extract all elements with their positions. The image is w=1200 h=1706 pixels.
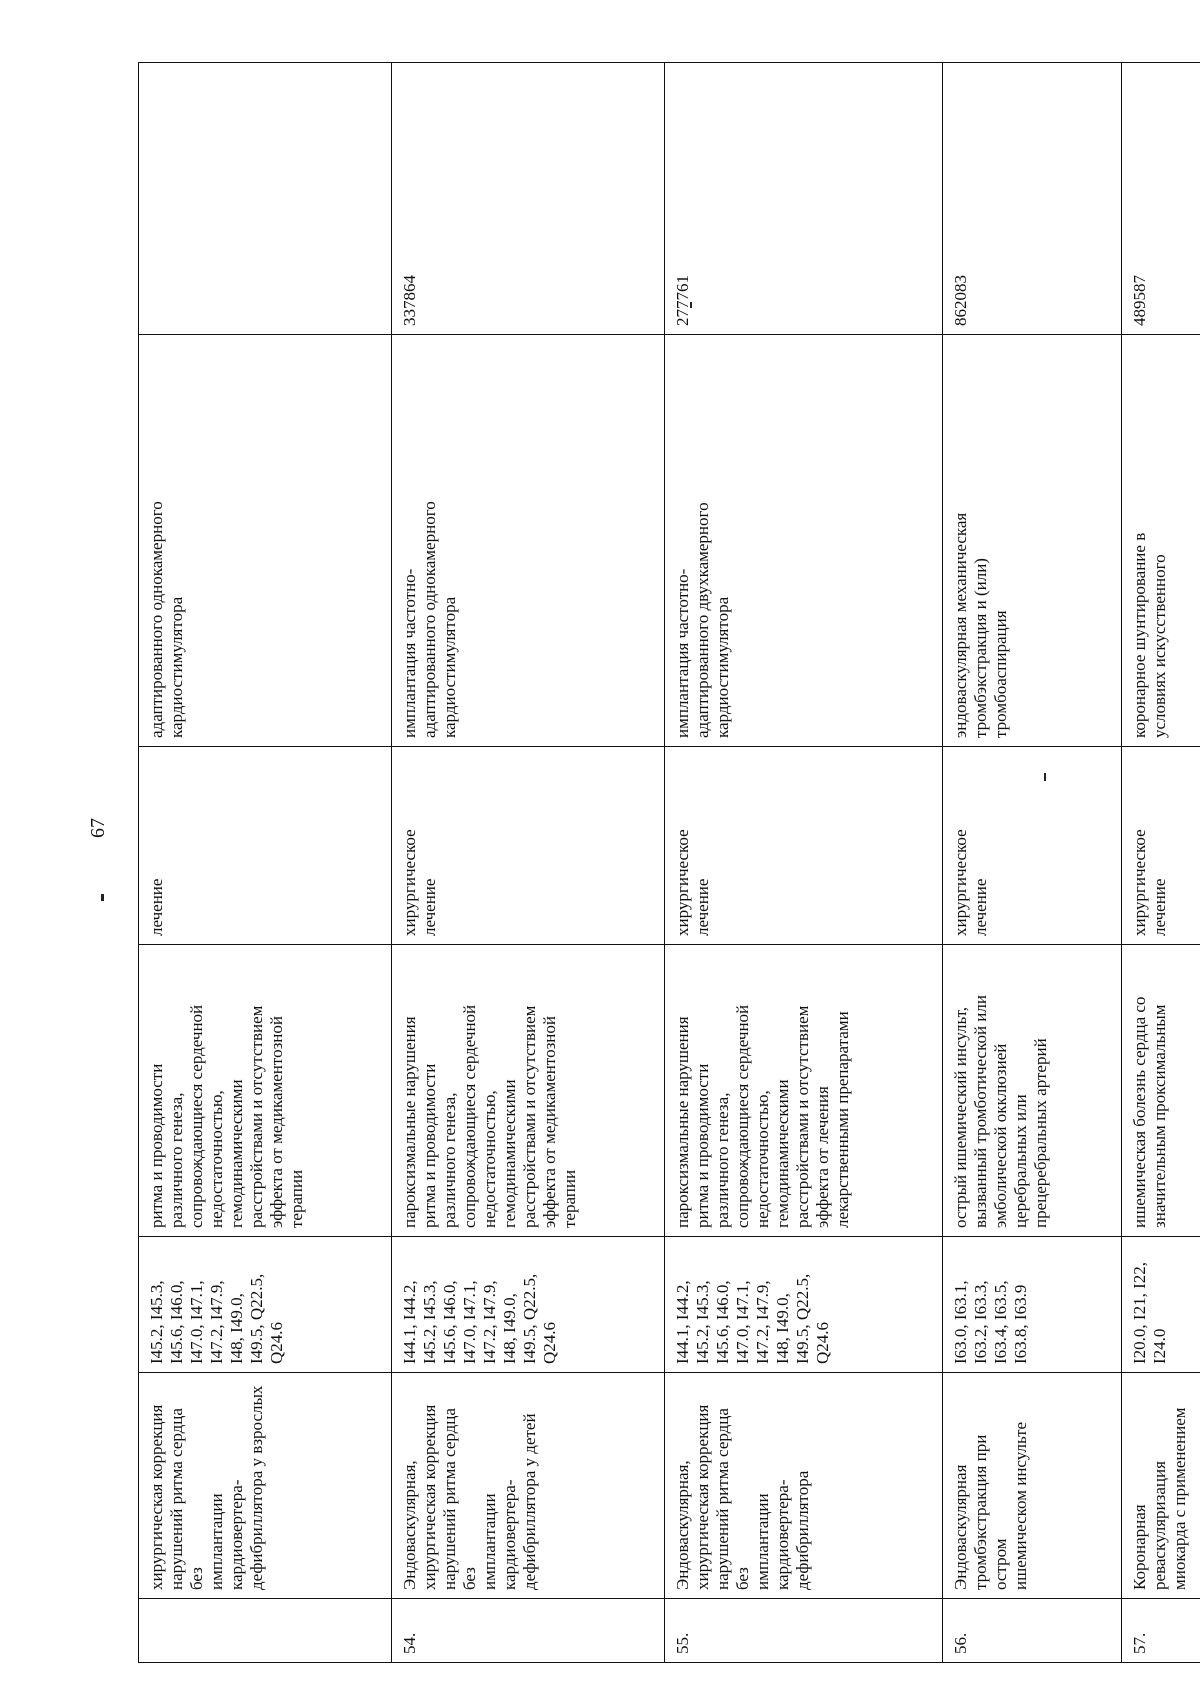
page-number: 67 — [87, 818, 109, 838]
treatment-method: адаптированного однокамерного кардиостимулятора — [139, 335, 392, 747]
table-row — [391, 63, 664, 1663]
row-number: 54. — [391, 1599, 664, 1663]
service-name: Эндоваскулярная тромбэкстракция при остром ишемическом инсульте — [943, 1373, 1121, 1599]
treatment-method: имплантация частотно- адаптированного двухкамерного кардиостимулятора — [664, 335, 943, 747]
row-number — [139, 1599, 392, 1663]
patient-model: пароксизмальные нарушения ритма и проводимости различного генеза, сопровождающиеся сердечной недостаточностью, гемодинамическими расстройствами и отсутствием эффекта от медикаментозной терапии — [391, 945, 664, 1237]
scan-speck — [101, 894, 104, 901]
icd-codes: I20.0, I21, I22, I24.0 — [1121, 1237, 1200, 1373]
service-name: Эндоваскулярная, хирургическая коррекция нарушений ритма сердца без имплантации кардиовертера- дефибриллятора — [664, 1373, 943, 1599]
table-row — [139, 63, 392, 1663]
cost-value: 277761 — [664, 63, 943, 335]
treatment-method: эндоваскулярная механическая тромбэкстракция и (или) тромбоаспирация — [943, 335, 1121, 747]
cost-value: 489587 — [1121, 63, 1200, 335]
services-table — [138, 62, 1200, 1663]
patient-model: ритма и проводимости различного генеза, сопровождающиеся сердечной недостаточностью, гемодинамическими расстройствами и отсутствием эффекта от медикаментозной терапии — [139, 945, 392, 1237]
row-number: 56. — [943, 1599, 1121, 1663]
cost-value: 862083 — [943, 63, 1121, 335]
service-name: хирургическая коррекция нарушений ритма сердца без имплантации кардиовертера- дефибриллятора у взрослых — [139, 1373, 392, 1599]
icd-codes: I44.1, I44.2, I45.2, I45.3, I45.6, I46.0, I47.0, I47.1, I47.2, I47.9, I48, I49.0, I49.5, Q22.5, Q24.6 — [664, 1237, 943, 1373]
service-name: Коронарная реваскуляризация миокарда с применением — [1121, 1373, 1200, 1599]
treatment-method: имплантация частотно- адаптированного однокамерного кардиостимулятора — [391, 335, 664, 747]
icd-codes: I45.2, I45.3, I45.6, I46.0, I47.0, I47.1, I47.2, I47.9, I48, I49.0, I49.5, Q22.5, Q24.6 — [139, 1237, 392, 1373]
row-number: 57. — [1121, 1599, 1200, 1663]
patient-model: острый ишемический инсульт, вызванный тромботической или эмболической окклюзией церебральных или прецеребральных артерий — [943, 945, 1121, 1237]
treatment-type: хирургическое лечение — [664, 747, 943, 945]
treatment-type: хирургическое лечение — [391, 747, 664, 945]
cost-value: 337864 — [391, 63, 664, 335]
table-row — [664, 63, 943, 1663]
cost-value — [139, 63, 392, 335]
table-row — [943, 63, 1121, 1663]
treatment-type: хирургическое лечение — [943, 747, 1121, 945]
patient-model: пароксизмальные нарушения ритма и проводимости различного генеза, сопровождающиеся сердечной недостаточностью, гемодинамическими расстройствами и отсутствием эффекта от лечения лекарственными препаратами — [664, 945, 943, 1237]
treatment-method: коронарное шунтирование в условиях искусственного — [1121, 335, 1200, 747]
icd-codes: I63.0, I63.1, I63.2, I63.3, I63.4, I63.5, I63.8, I63.9 — [943, 1237, 1121, 1373]
table-row — [1121, 63, 1200, 1663]
service-name: Эндоваскулярная, хирургическая коррекция нарушений ритма сердца без имплантации кардиовертера- дефибриллятора у детей — [391, 1373, 664, 1599]
treatment-type: хирургическое лечение — [1121, 747, 1200, 945]
row-number: 55. — [664, 1599, 943, 1663]
icd-codes: I44.1, I44.2, I45.2, I45.3, I45.6, I46.0, I47.0, I47.1, I47.2, I47.9, I48, I49.0, I49.5, Q22.5, Q24.6 — [391, 1237, 664, 1373]
patient-model: ишемическая болезнь сердца со значительным проксимальным — [1121, 945, 1200, 1237]
rotated-table-container — [138, 63, 1200, 1663]
treatment-type: лечение — [139, 747, 392, 945]
